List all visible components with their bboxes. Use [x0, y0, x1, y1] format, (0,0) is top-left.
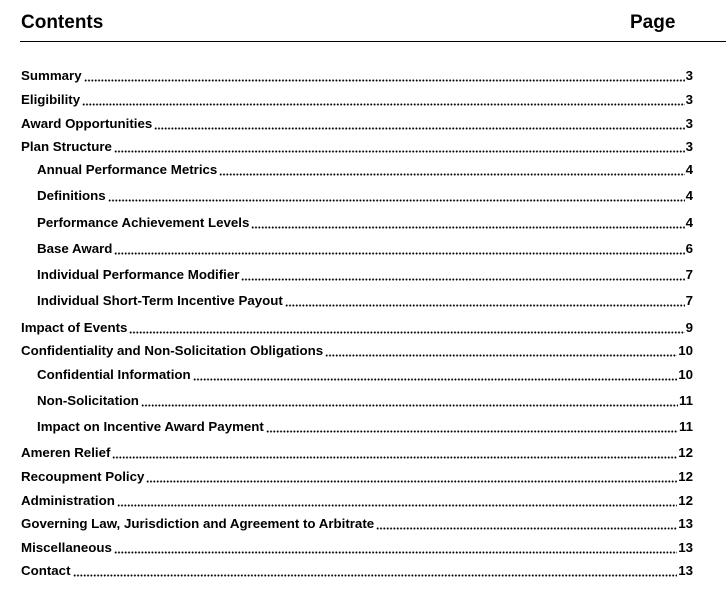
dot-leader [129, 319, 684, 336]
toc-entry-label: Plan Structure [21, 139, 112, 154]
dot-leader [241, 266, 684, 283]
page-column-heading: Page [630, 12, 676, 33]
toc-entry-ameren-relief[interactable] [21, 444, 693, 461]
toc-entry-label: Impact on Incentive Award Payment [37, 419, 264, 434]
toc-entry-administration[interactable] [21, 492, 693, 509]
toc-entry-page: 3 [685, 139, 693, 154]
toc-entry-page: 3 [685, 68, 693, 83]
toc-entry-label: Annual Performance Metrics [37, 162, 218, 177]
toc-entry-page: 12 [678, 493, 693, 508]
dot-leader [141, 392, 678, 409]
toc-entry-miscellaneous[interactable] [21, 539, 693, 556]
toc-entry-summary[interactable] [21, 67, 693, 84]
toc-entry-label: Miscellaneous [21, 540, 112, 555]
toc-entry-page: 3 [685, 92, 693, 107]
toc-entry-page: 7 [685, 293, 693, 308]
toc-entry-page: 13 [678, 563, 693, 578]
toc-entry-page: 13 [678, 516, 693, 531]
toc-entry-performance-achievement-levels[interactable] [37, 214, 693, 231]
dot-leader [266, 418, 678, 435]
toc-entry-label: Eligibility [21, 92, 81, 107]
dot-leader [114, 240, 684, 257]
toc-entry-eligibility[interactable] [21, 91, 693, 108]
toc-entry-confidential-information[interactable] [37, 366, 693, 383]
toc-entry-page: 12 [678, 469, 693, 484]
dot-leader [146, 468, 677, 485]
toc-entry-label: Recoupment Policy [21, 469, 145, 484]
toc-entry-plan-structure[interactable] [21, 138, 693, 155]
toc-entry-label: Contact [21, 563, 71, 578]
toc-entry-page: 12 [678, 445, 693, 460]
toc-entry-page: 10 [678, 343, 693, 358]
toc-entry-label: Ameren Relief [21, 445, 111, 460]
dot-leader [73, 562, 678, 579]
dot-leader [114, 138, 685, 155]
toc-entry-impact-of-events[interactable] [21, 319, 693, 336]
toc-entry-label: Administration [21, 493, 115, 508]
toc-entry-label: Definitions [37, 188, 106, 203]
toc-entry-contact[interactable] [21, 562, 693, 579]
dot-leader [193, 366, 678, 383]
toc-entry-page: 7 [685, 267, 693, 282]
toc-entry-page: 9 [685, 320, 693, 335]
toc-entry-annual-performance-metrics[interactable] [37, 161, 693, 178]
toc-entry-label: Base Award [37, 241, 113, 256]
toc-entry-page: 4 [685, 188, 693, 203]
toc-entry-label: Impact of Events [21, 320, 128, 335]
dot-leader [112, 444, 677, 461]
toc-entry-page: 11 [678, 393, 693, 408]
dot-leader [251, 214, 684, 231]
toc-entry-page: 3 [685, 116, 693, 131]
toc-entry-impact-on-incentive-award-payment[interactable] [37, 418, 693, 435]
dot-leader [376, 515, 677, 532]
toc-entry-label: Governing Law, Jurisdiction and Agreement to Arbitrate [21, 516, 375, 531]
dot-leader [114, 539, 677, 556]
toc-entry-label: Award Opportunities [21, 116, 153, 131]
dot-leader [82, 91, 684, 108]
toc-entry-individual-short-term-incentive-payout[interactable] [37, 292, 693, 309]
dot-leader [117, 492, 677, 509]
toc-entry-recoupment-policy[interactable] [21, 468, 693, 485]
toc-entry-page: 13 [678, 540, 693, 555]
toc-entry-label: Confidential Information [37, 367, 191, 382]
toc-entry-label: Summary [21, 68, 82, 83]
toc-entry-page: 10 [678, 367, 693, 382]
toc-entry-page: 6 [685, 241, 693, 256]
toc-entry-base-award[interactable] [37, 240, 693, 257]
dot-leader [154, 115, 684, 132]
toc-entry-non-solicitation[interactable] [37, 392, 693, 409]
toc-entry-award-opportunities[interactable] [21, 115, 693, 132]
dot-leader [108, 187, 685, 204]
toc-entry-label: Non-Solicitation [37, 393, 139, 408]
toc-entry-page: 4 [685, 215, 693, 230]
contents-heading: Contents [21, 12, 104, 33]
toc-entry-definitions[interactable] [37, 187, 693, 204]
toc-entry-confidentiality-non-solicitation[interactable] [21, 342, 693, 359]
toc-entry-individual-performance-modifier[interactable] [37, 266, 693, 283]
dot-leader [84, 67, 685, 84]
toc-entry-page: 4 [685, 162, 693, 177]
toc-entry-label: Individual Short-Term Incentive Payout [37, 293, 283, 308]
toc-entry-label: Performance Achievement Levels [37, 215, 250, 230]
toc-entry-label: Individual Performance Modifier [37, 267, 240, 282]
toc-entry-label: Confidentiality and Non-Solicitation Obligations [21, 343, 324, 358]
toc-entry-page: 11 [678, 419, 693, 434]
dot-leader [325, 342, 677, 359]
toc-entry-governing-law[interactable] [21, 515, 693, 532]
dot-leader [219, 161, 684, 178]
dot-leader [285, 292, 685, 309]
